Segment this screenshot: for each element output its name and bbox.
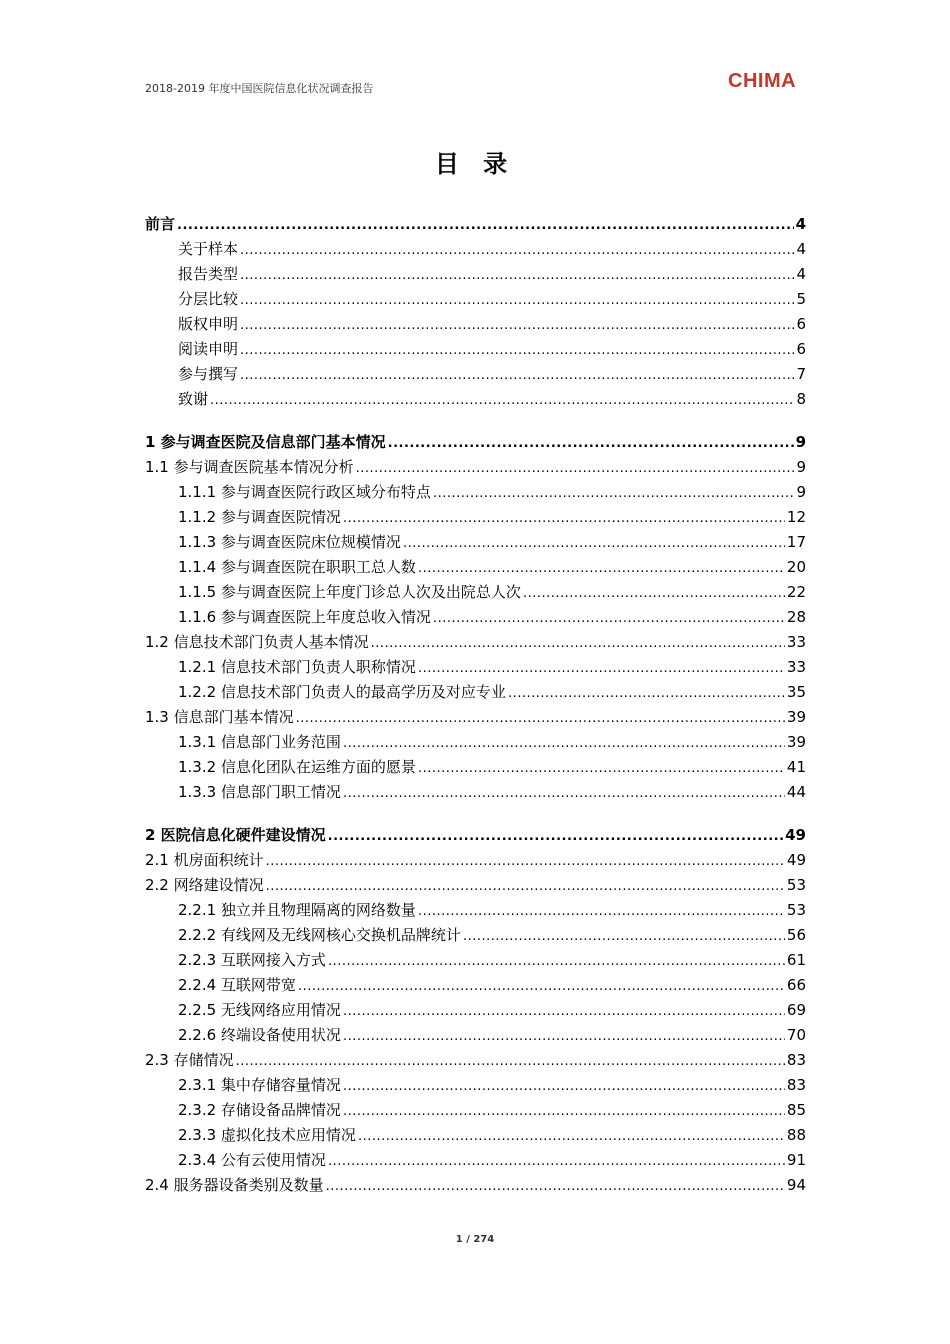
toc-dot-leader [177, 213, 794, 238]
toc-entry-label: 2.2.2 有线网及无线网核心交换机品牌统计 [178, 926, 461, 944]
toc-entry[interactable] [145, 555, 806, 580]
toc-entry[interactable] [145, 337, 806, 362]
toc-entry-label: 关于样本 [178, 240, 239, 258]
toc-dot-leader [240, 263, 794, 288]
chima-logo: CHIMA [728, 70, 797, 92]
toc-entry-page: 7 [796, 365, 806, 383]
toc-entry-page: 83 [786, 1076, 806, 1094]
toc-entry[interactable] [145, 948, 806, 973]
toc-entry-page: 39 [786, 708, 806, 726]
toc-section-gap [145, 412, 806, 430]
toc-dot-leader [523, 581, 785, 606]
toc-dot-leader [508, 681, 785, 706]
toc-entry-label: 2.2 网络建设情况 [145, 876, 264, 894]
toc-dot-leader [328, 824, 783, 849]
toc-entry-label: 2.3.1 集中存储容量情况 [178, 1076, 341, 1094]
toc-entry[interactable] [145, 262, 806, 287]
toc-dot-leader [298, 974, 785, 999]
toc-entry-page: 4 [795, 215, 806, 233]
toc-entry-page: 49 [785, 826, 806, 844]
toc-entry-label: 1.1.4 参与调查医院在职职工总人数 [178, 558, 416, 576]
toc-entry-page: 12 [786, 508, 806, 526]
toc-section-gap [145, 805, 806, 823]
toc-entry[interactable] [145, 480, 806, 505]
toc-entry-page: 70 [786, 1026, 806, 1044]
toc-entry-label: 1 参与调查医院及信息部门基本情况 [145, 433, 386, 451]
toc-entry[interactable] [145, 923, 806, 948]
toc-entry[interactable] [145, 1098, 806, 1123]
toc-entry-label: 1.1.1 参与调查医院行政区域分布特点 [178, 483, 431, 501]
toc-entry[interactable] [145, 287, 806, 312]
toc-entry-page: 69 [786, 1001, 806, 1019]
toc-dot-leader [418, 556, 785, 581]
toc-entry-label: 2.2.3 互联网接入方式 [178, 951, 326, 969]
toc-entry[interactable] [145, 580, 806, 605]
toc-entry-page: 22 [786, 583, 806, 601]
toc-entry[interactable] [145, 1023, 806, 1048]
toc-entry-label: 1.1.3 参与调查医院床位规模情况 [178, 533, 401, 551]
toc-entry[interactable] [145, 1048, 806, 1073]
toc-entry-label: 2.2.4 互联网带宽 [178, 976, 296, 994]
toc-dot-leader [418, 899, 785, 924]
toc-entry[interactable] [145, 1073, 806, 1098]
toc-entry-label: 1.1.6 参与调查医院上年度总收入情况 [178, 608, 431, 626]
toc-entry[interactable] [145, 680, 806, 705]
toc-entry-page: 28 [786, 608, 806, 626]
toc-entry[interactable] [145, 755, 806, 780]
toc-dot-leader [343, 1074, 785, 1099]
toc-dot-leader [388, 431, 794, 456]
toc-dot-leader [433, 481, 795, 506]
toc-entry-page: 6 [796, 340, 806, 358]
toc-entry-page: 9 [795, 433, 806, 451]
toc-dot-leader [328, 1149, 785, 1174]
toc-dot-leader [240, 363, 794, 388]
toc-entry[interactable] [145, 505, 806, 530]
toc-entry-page: 17 [786, 533, 806, 551]
toc-entry-page: 33 [786, 633, 806, 651]
toc-dot-leader [343, 731, 785, 756]
toc-entry[interactable] [145, 1173, 806, 1198]
toc-dot-leader [343, 506, 785, 531]
header-title: 2018-2019 年度中国医院信息化状况调查报告 [145, 82, 374, 95]
toc-entry-label: 2.2.5 无线网络应用情况 [178, 1001, 341, 1019]
toc-dot-leader [343, 1099, 785, 1124]
toc-entry-label: 前言 [145, 215, 176, 233]
toc-entry-label: 2.2.1 独立并且物理隔离的网络数量 [178, 901, 416, 919]
toc-dot-leader [403, 531, 785, 556]
toc-dot-leader [240, 338, 794, 363]
toc-entry-label: 分层比较 [178, 290, 239, 308]
toc-entry[interactable] [145, 630, 806, 655]
toc-entry[interactable] [145, 730, 806, 755]
toc-dot-leader [371, 631, 785, 656]
toc-entry-label: 1.1.2 参与调查医院情况 [178, 508, 341, 526]
toc-entry-label: 参与撰写 [178, 365, 239, 383]
toc-entry-page: 9 [796, 483, 806, 501]
toc-entry-label: 2.3.2 存储设备品牌情况 [178, 1101, 341, 1119]
toc-entry-label: 1.2 信息技术部门负责人基本情况 [145, 633, 369, 651]
toc-entry[interactable] [145, 998, 806, 1023]
toc-entry-page: 41 [786, 758, 806, 776]
toc-entry-label: 1.1.5 参与调查医院上年度门诊总人次及出院总人次 [178, 583, 521, 601]
toc-entry-page: 88 [786, 1126, 806, 1144]
toc-entry[interactable] [145, 873, 806, 898]
toc-entry-page: 83 [786, 1051, 806, 1069]
toc-entry[interactable] [145, 605, 806, 630]
toc-entry[interactable] [145, 387, 806, 412]
toc-entry-page: 91 [786, 1151, 806, 1169]
toc-entry-label: 2.3.4 公有云使用情况 [178, 1151, 326, 1169]
toc-dot-leader [418, 656, 785, 681]
toc-entry-label: 2.3.3 虚拟化技术应用情况 [178, 1126, 356, 1144]
toc-entry[interactable] [145, 1123, 806, 1148]
toc-entry[interactable] [145, 848, 806, 873]
toc-entry-label: 2.3 存储情况 [145, 1051, 234, 1069]
toc-entry[interactable] [145, 362, 806, 387]
toc-entry-page: 61 [786, 951, 806, 969]
toc-entry-page: 44 [786, 783, 806, 801]
toc-entry[interactable] [145, 312, 806, 337]
toc-entry[interactable] [145, 237, 806, 262]
toc-entry[interactable] [145, 780, 806, 805]
toc-dot-leader [240, 238, 794, 263]
toc-dot-leader [240, 313, 794, 338]
toc-entry-label: 版权申明 [178, 315, 239, 333]
toc-entry[interactable] [145, 705, 806, 730]
toc-dot-leader [356, 456, 795, 481]
toc-entry[interactable] [145, 898, 806, 923]
toc-entry-label: 致谢 [178, 390, 209, 408]
toc-dot-leader [343, 999, 785, 1024]
toc-entry-page: 4 [796, 265, 806, 283]
toc-entry[interactable] [145, 430, 806, 455]
toc-dot-leader [463, 924, 785, 949]
toc-dot-leader [236, 1049, 785, 1074]
toc-entry-page: 53 [786, 901, 806, 919]
toc-entry-label: 1.3.1 信息部门业务范围 [178, 733, 341, 751]
toc-entry-page: 49 [786, 851, 806, 869]
toc-entry-page: 8 [796, 390, 806, 408]
toc-entry-page: 85 [786, 1101, 806, 1119]
toc-entry-label: 2.4 服务器设备类别及数量 [145, 1176, 324, 1194]
toc-entry-label: 2.1 机房面积统计 [145, 851, 264, 869]
toc-entry-page: 9 [796, 458, 806, 476]
toc-entry-page: 5 [796, 290, 806, 308]
toc-entry[interactable] [145, 455, 806, 480]
toc-entry-page: 53 [786, 876, 806, 894]
toc-dot-leader [296, 706, 785, 731]
toc-dot-leader [210, 388, 794, 413]
toc-entry-label: 报告类型 [178, 265, 239, 283]
toc-entry-page: 4 [796, 240, 806, 258]
toc-entry[interactable] [145, 530, 806, 555]
toc-entry-page: 56 [786, 926, 806, 944]
toc-entry[interactable] [145, 1148, 806, 1173]
toc-dot-leader [240, 288, 794, 313]
toc-entry-page: 20 [786, 558, 806, 576]
toc-dot-leader [418, 756, 785, 781]
toc-entry-page: 94 [786, 1176, 806, 1194]
toc-entry[interactable] [145, 823, 806, 848]
toc-entry-page: 66 [786, 976, 806, 994]
page-title: 目 录 [434, 150, 516, 178]
toc-entry-label: 1.3.2 信息化团队在运维方面的愿景 [178, 758, 416, 776]
toc-dot-leader [358, 1124, 785, 1149]
toc-dot-leader [328, 949, 785, 974]
table-of-contents [145, 212, 806, 1198]
toc-entry-label: 1.2.2 信息技术部门负责人的最高学历及对应专业 [178, 683, 506, 701]
toc-entry[interactable] [145, 212, 806, 237]
toc-entry-label: 1.3.3 信息部门职工情况 [178, 783, 341, 801]
toc-entry-label: 1.1 参与调查医院基本情况分析 [145, 458, 354, 476]
toc-dot-leader [343, 781, 785, 806]
toc-dot-leader [433, 606, 785, 631]
page-indicator: 1 / 274 [455, 1234, 495, 1245]
toc-entry-label: 2 医院信息化硬件建设情况 [145, 826, 326, 844]
toc-dot-leader [343, 1024, 785, 1049]
toc-entry-page: 33 [786, 658, 806, 676]
toc-entry-page: 6 [796, 315, 806, 333]
toc-entry-label: 阅读申明 [178, 340, 239, 358]
toc-entry-label: 1.3 信息部门基本情况 [145, 708, 294, 726]
toc-dot-leader [266, 874, 785, 899]
toc-dot-leader [326, 1174, 785, 1199]
toc-entry[interactable] [145, 655, 806, 680]
toc-entry[interactable] [145, 973, 806, 998]
toc-entry-page: 35 [786, 683, 806, 701]
toc-entry-page: 39 [786, 733, 806, 751]
toc-entry-label: 1.2.1 信息技术部门负责人职称情况 [178, 658, 416, 676]
toc-entry-label: 2.2.6 终端设备使用状况 [178, 1026, 341, 1044]
toc-dot-leader [266, 849, 785, 874]
